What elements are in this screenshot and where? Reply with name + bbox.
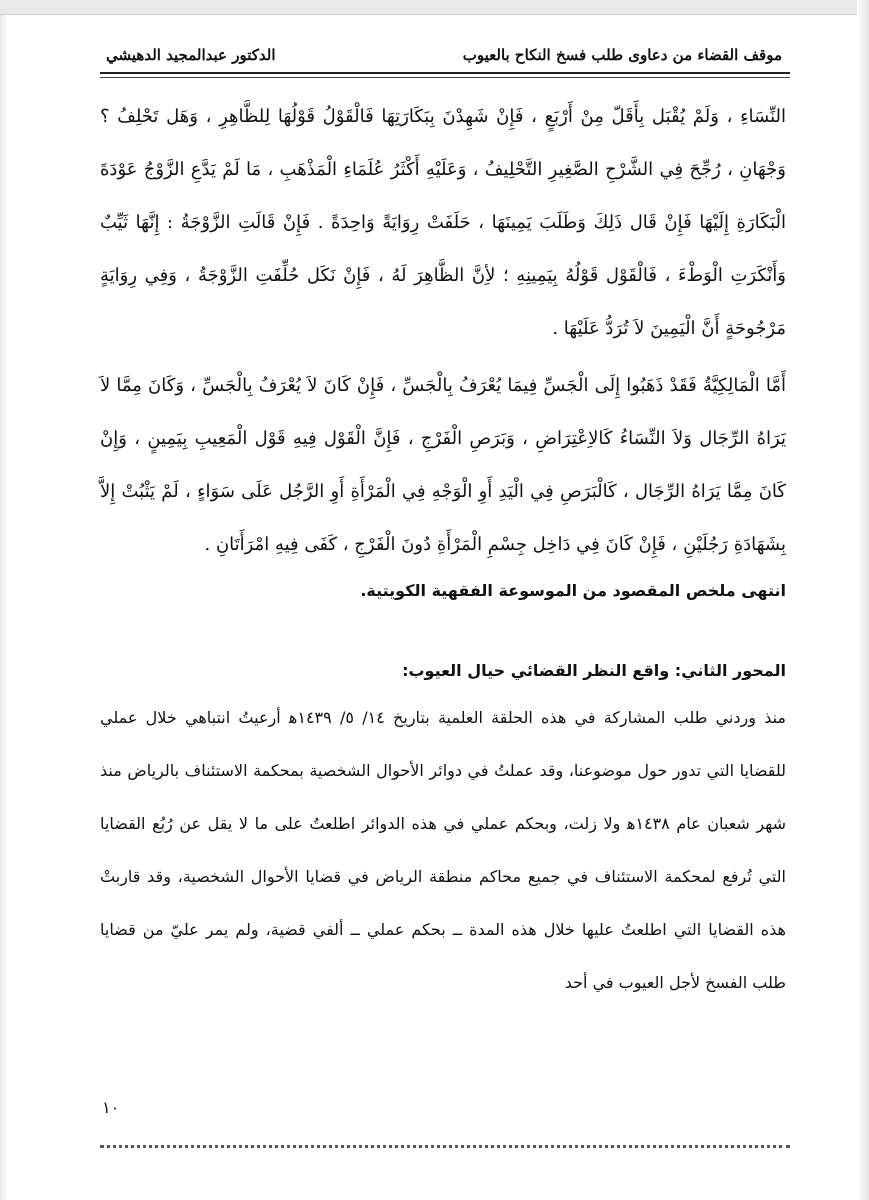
header-rule: [100, 72, 790, 74]
maliki-paragraph: أَمَّا الْمَالِكِيَّةُ فَقَدْ ذَهَبُوا إِلَى الْجَسِّ فِيمَا يُعْرَفُ بِالْجَسِّ ، فَإِنْ كَانَ لاَ يُعْرَفُ بِالْجَسِّ ، وَكَانَ مِمَّا لاَ يَرَاهُ الرِّجَال وَلاَ النِّسَاءُ كَالاِعْتِرَاضِ ، وَبَرَصِ الْفَرْجِ ، فَإِنَّ الْقَوْل فِيهِ قَوْل الْمَعِيبِ بِيَمِينٍ ، وَإِنْ كَانَ مِمَّا يَرَاهُ الرِّجَال ، كَالْبَرَصِ فِي الْيَدِ أَوِ الْوَجْهِ فِي الْمَرْأَةِ أَوِ الرَّجُل عَلَى سَوَاءٍ ، لَمْ يَثْبُتْ إِلاَّ بِشَهَادَةِ رَجُلَيْنِ ، فَإِنْ كَانَ فِي دَاخِل جِسْمِ الْمَرْأَةِ دُونَ الْفَرْجِ ، كَفَى فِيهِ امْرَأَتَانِ .: [100, 375, 786, 555]
footer-dotted-rule: [100, 1145, 790, 1148]
page-number: ١٠: [102, 1098, 120, 1117]
source-note: انتهى ملخص المقصود من الموسوعة الفقهية الكويتية.: [360, 581, 786, 600]
header-title: موقف القضاء من دعاوى طلب فسخ النكاح بالعيوب: [462, 46, 782, 64]
header-rule-thin: [100, 77, 790, 78]
running-header: [106, 44, 782, 72]
hanbali-paragraph: النِّسَاءِ ، وَلَمْ يُقْبَل بِأَقَلّ مِنْ أَرْبَعٍ ، فَإِنْ شَهِدْنَ بِبَكَارَتِهَا فَالْقَوْلُ قَوْلُهَا لِلظَّاهِرِ ، وَهَل تَحْلِفُ ؟ وَجْهَانِ ، رُجِّحَ فِي الشَّرْحِ الصَّغِيرِ التَّحْلِيفُ ، وَعَلَيْهِ أَكْثَرُ عُلَمَاءِ الْمَذْهَبِ ، مَا لَمْ يَدَّعِ الزَّوْجُ عَوْدَةَ الْبَكَارَةِ إِلَيْهَا فَإِنْ قَال ذَلِكَ وَطَلَبَ يَمِينَهَا ، حَلَفَتْ رِوَايَةً وَاحِدَةً . فَإِنْ قَالَتِ الزَّوْجَةُ : إِنَّهَا ثَيِّبٌ وَأَنْكَرَتِ الْوَطْءَ ، فَالْقَوْل قَوْلُهُ بِيَمِينِهِ ؛ لأِنَّ الظَّاهِرَ لَهُ ، فَإِنْ نَكَل حُلِّفَتِ الزَّوْجَةُ ، وَفِي رِوَايَةٍ مَرْجُوحَةٍ أَنَّ الْيَمِينَ لاَ تُرَدُّ عَلَيْهَا .: [100, 106, 786, 339]
page-right-edge: [857, 0, 869, 1200]
page-top-edge: [0, 0, 869, 15]
header-author: الدكتور عبدالمجيد الدهيشي: [106, 46, 276, 64]
section-body-paragraph: منذ وردني طلب المشاركة في هذه الحلقة العلمية بتاريخ ١٤/ ٥/ ١٤٣٩ﻫ أرعيتُ انتباهي خلال عملي للقضايا التي تدور حول موضوعنا، وقد عملتُ في دوائر الأحوال الشخصية بمحكمة الاستئناف بالرياض منذ شهر شعبان عام ١٤٣٨ﻫ ولا زلت، وبحكم عملي في هذه الدوائر اطلعتُ على ما لا يقل عن رُبُع القضايا التي تُرفع لمحكمة الاستئناف في جميع محاكم منطقة الرياض في قضايا الأحوال الشخصية، وقد قاربتْ هذه القضايا التي اطلعتُ عليها خلال هذه المدة ــ بحكم عملي ــ ألفي قضية، ولم يمر عليّ من قضايا طلب الفسخ لأجل العيوب في أحد: [100, 708, 786, 992]
page-body: [100, 90, 786, 1009]
section-heading: المحور الثاني: واقع النظر القضائي حيال العيوب:: [402, 661, 786, 680]
page-left-edge: [0, 0, 8, 1200]
